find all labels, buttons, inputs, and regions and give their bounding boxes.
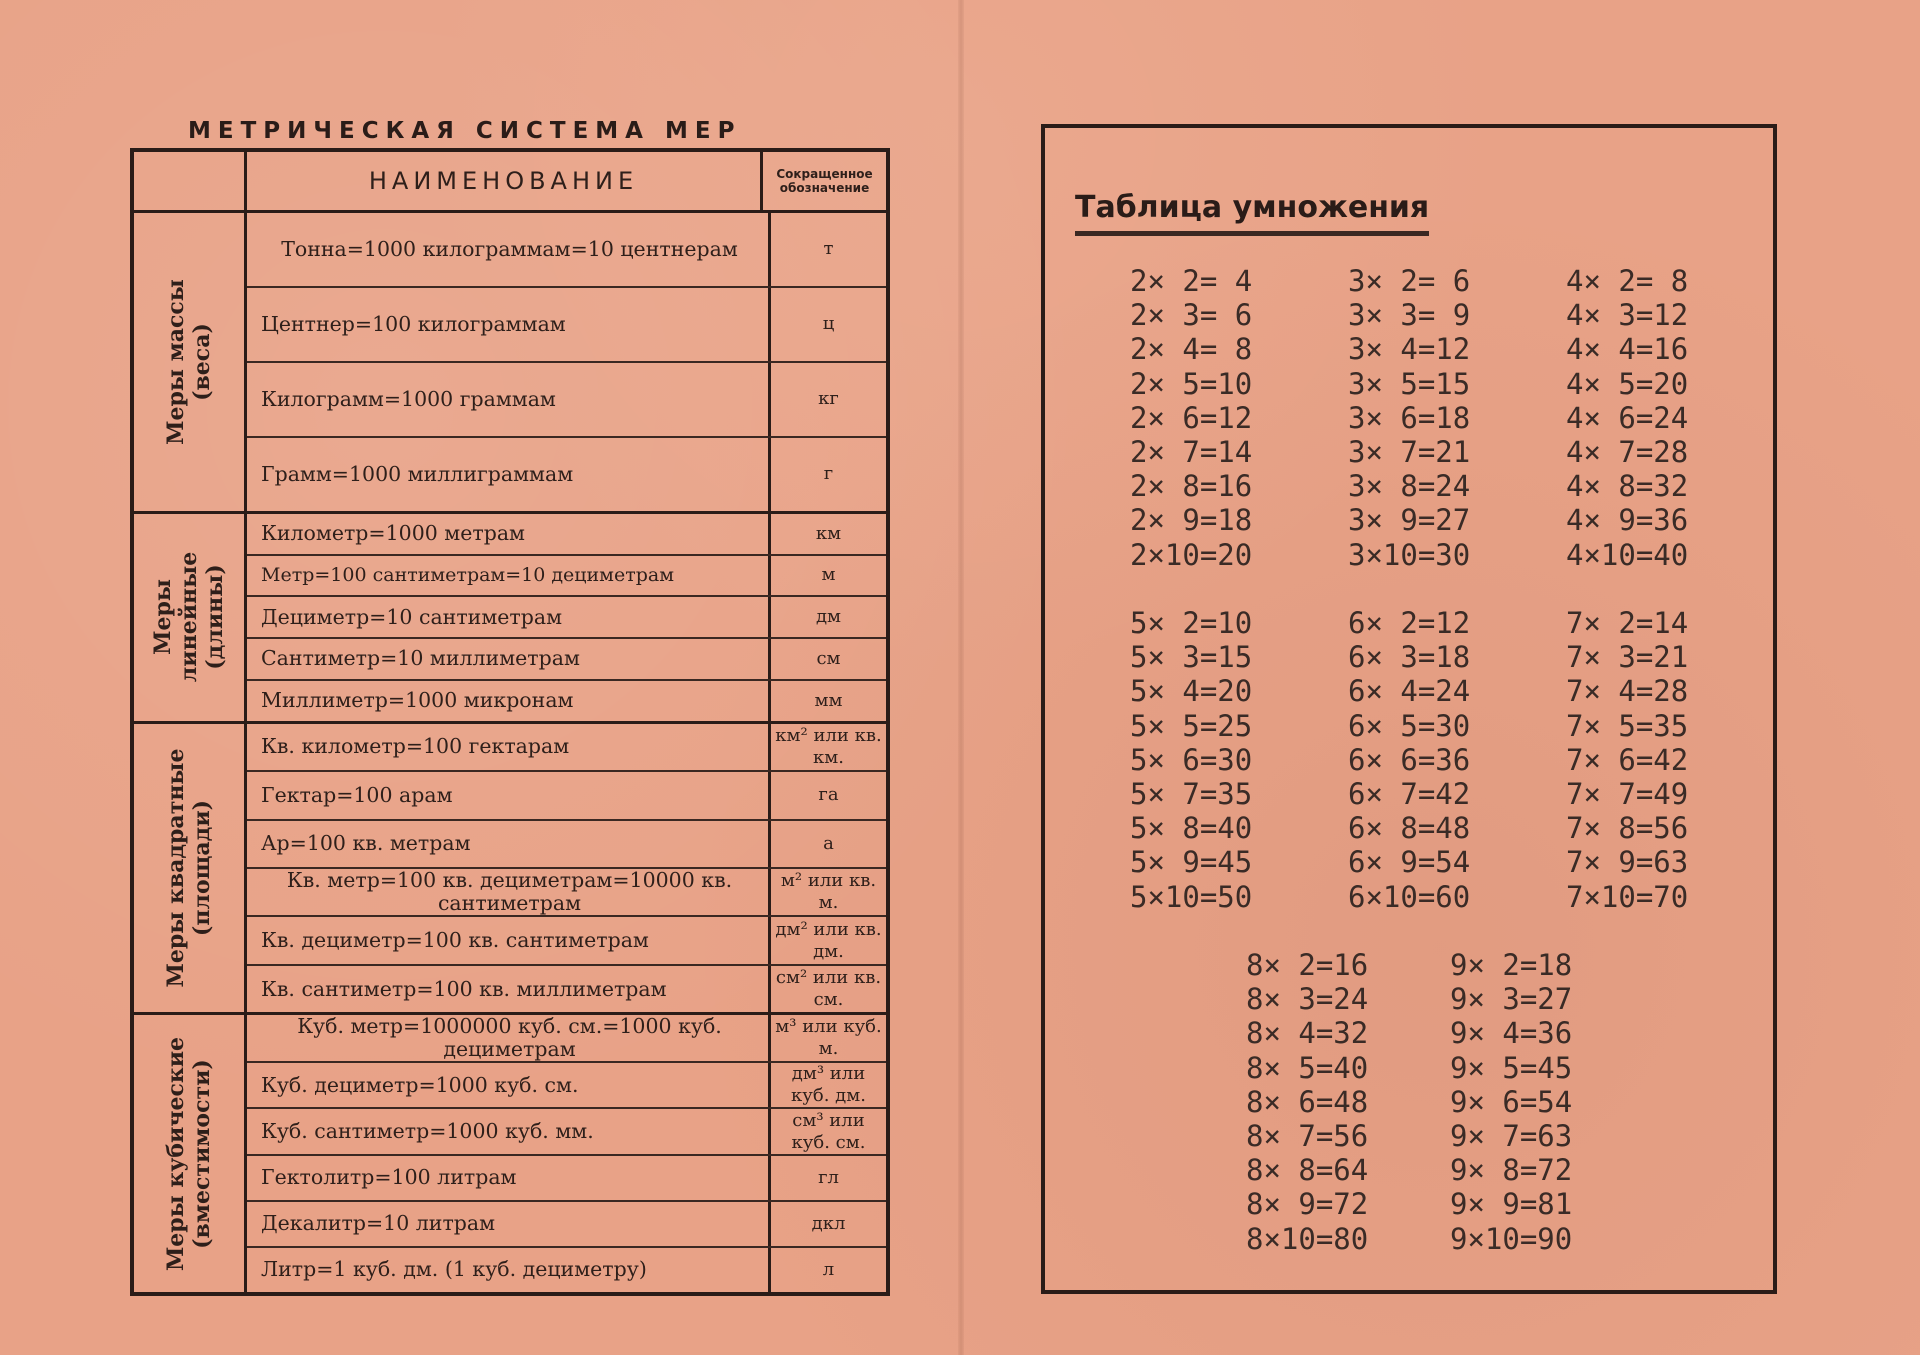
unit-name: Кв. километр=100 гектарам: [247, 724, 771, 770]
multiplication-entry: 2× 2= 4: [1130, 264, 1253, 298]
category-label: [134, 514, 247, 721]
multiplication-entry: 5× 5=25: [1130, 708, 1253, 743]
multiplication-table: [1041, 124, 1777, 1294]
multiplication-entry: 8× 2=16: [1246, 948, 1369, 982]
page-fold: [958, 0, 964, 1355]
multiplication-entry: 8× 7=56: [1246, 1119, 1369, 1154]
unit-name: Куб. метр=1000000 куб. см.=1000 куб. дециметрам: [247, 1015, 771, 1061]
unit-abbr: га: [818, 784, 839, 806]
multiplication-entry: 2× 6=12: [1130, 400, 1253, 435]
multiplication-entry: 5× 7=35: [1130, 777, 1253, 812]
multiplication-entry: 4× 6=24: [1566, 400, 1689, 435]
unit-name: Куб. дециметр=1000 куб. см.: [247, 1063, 771, 1107]
unit-abbr: дкл: [811, 1212, 846, 1234]
multiplication-entry: 7×10=70: [1566, 879, 1689, 914]
multiplication-block-2: [1130, 264, 1252, 572]
unit-name: Дециметр=10 сантиметрам: [247, 597, 771, 637]
multiplication-entry: 8× 8=64: [1246, 1153, 1369, 1188]
multiplication-entry: 5× 4=20: [1130, 674, 1253, 709]
multiplication-entry: 3×10=30: [1348, 537, 1471, 572]
category-line: (площади): [189, 799, 215, 937]
multiplication-entry: 8× 3=24: [1246, 982, 1369, 1017]
unit-abbr: м³ или куб. м.: [775, 1016, 882, 1060]
category-line: (веса): [189, 322, 215, 401]
unit-abbr: см: [816, 647, 841, 669]
multiplication-entry: 5×10=50: [1130, 879, 1253, 914]
multiplication-block-3: [1348, 264, 1470, 572]
multiplication-entry: 6× 9=54: [1348, 845, 1471, 880]
unit-name: Килограмм=1000 граммам: [247, 363, 771, 436]
metric-system-title: МЕТРИЧЕСКАЯ СИСТЕМА МЕР: [188, 118, 742, 144]
unit-abbr: л: [822, 1258, 835, 1280]
table-row: [247, 438, 886, 511]
multiplication-entry: 6× 7=42: [1348, 777, 1471, 812]
multiplication-entry: 6× 8=48: [1348, 811, 1471, 846]
table-row: [247, 1063, 886, 1109]
unit-name: Литр=1 куб. дм. (1 куб. дециметру): [247, 1248, 771, 1292]
multiplication-entry: 9× 7=63: [1450, 1119, 1573, 1154]
category-label: [134, 213, 247, 511]
multiplication-entry: 6× 5=30: [1348, 708, 1471, 743]
category-line: (длины): [202, 564, 228, 670]
multiplication-block-9: [1450, 948, 1572, 1256]
multiplication-entry: 2× 5=10: [1130, 366, 1253, 401]
unit-name: Сантиметр=10 миллиметрам: [247, 639, 771, 679]
multiplication-block-8: [1246, 948, 1368, 1256]
unit-name: Центнер=100 килограммам: [247, 288, 771, 361]
multiplication-entry: 2×10=20: [1130, 537, 1253, 572]
unit-name: Кв. метр=100 кв. дециметрам=10000 кв. сантиметрам: [247, 869, 771, 915]
unit-abbr: г: [823, 463, 834, 485]
unit-name: Гектолитр=100 литрам: [247, 1156, 771, 1200]
multiplication-entry: 8×10=80: [1246, 1221, 1369, 1256]
unit-abbr: дм² или кв. дм.: [775, 918, 882, 962]
multiplication-entry: 8× 6=48: [1246, 1084, 1369, 1119]
metric-table-header: [134, 152, 886, 213]
multiplication-entry: 7× 9=63: [1566, 845, 1689, 880]
multiplication-entry: 3× 5=15: [1348, 366, 1471, 401]
multiplication-entry: 9× 3=27: [1450, 982, 1573, 1017]
header-category-cell: [134, 152, 247, 210]
multiplication-entry: 7× 8=56: [1566, 811, 1689, 846]
multiplication-entry: 7× 6=42: [1566, 742, 1689, 777]
multiplication-entry: 6× 2=12: [1348, 606, 1471, 640]
table-row: [247, 772, 886, 820]
multiplication-block-5: [1130, 606, 1252, 914]
category-label: [134, 724, 247, 1013]
unit-name: Кв. дециметр=100 кв. сантиметрам: [247, 917, 771, 963]
unit-abbr: кг: [818, 388, 839, 410]
multiplication-entry: 4× 4=16: [1566, 332, 1689, 367]
unit-name: Ар=100 кв. метрам: [247, 821, 771, 867]
table-row: [247, 1109, 886, 1155]
header-name: НАИМЕНОВАНИЕ: [247, 152, 763, 210]
table-row: [247, 213, 886, 288]
multiplication-entry: 4×10=40: [1566, 537, 1689, 572]
multiplication-entry: 7× 3=21: [1566, 640, 1689, 675]
multiplication-entry: 5× 8=40: [1130, 811, 1253, 846]
multiplication-entry: 2× 7=14: [1130, 435, 1253, 470]
unit-abbr: км: [815, 522, 842, 544]
unit-abbr: км² или кв. км.: [775, 724, 882, 768]
multiplication-entry: 3× 2= 6: [1348, 264, 1471, 298]
multiplication-entry: 7× 5=35: [1566, 708, 1689, 743]
unit-name: Гектар=100 арам: [247, 772, 771, 818]
multiplication-entry: 3× 7=21: [1348, 435, 1471, 470]
multiplication-entry: 9× 2=18: [1450, 948, 1573, 982]
unit-name: Грамм=1000 миллиграммам: [247, 438, 771, 511]
multiplication-entry: 7× 7=49: [1566, 777, 1689, 812]
multiplication-entry: 4× 2= 8: [1566, 264, 1689, 298]
unit-abbr: дм: [815, 606, 842, 628]
multiplication-entry: 4× 7=28: [1566, 435, 1689, 470]
multiplication-block-4: [1566, 264, 1688, 572]
table-row: [247, 639, 886, 681]
unit-name: Миллиметр=1000 микронам: [247, 681, 771, 721]
multiplication-entry: 4× 8=32: [1566, 469, 1689, 504]
multiplication-entry: 9× 6=54: [1450, 1084, 1573, 1119]
unit-name: Кв. сантиметр=100 кв. миллиметрам: [247, 966, 771, 1012]
multiplication-entry: 8× 5=40: [1246, 1050, 1369, 1085]
multiplication-entry: 4× 9=36: [1566, 503, 1689, 538]
category-label: [134, 1015, 247, 1292]
table-row: [247, 288, 886, 363]
section-area: [134, 724, 886, 1016]
multiplication-entry: 5× 2=10: [1130, 606, 1253, 640]
section-mass: [134, 213, 886, 514]
multiplication-entry: 8× 9=72: [1246, 1187, 1369, 1222]
table-row: [247, 363, 886, 438]
header-abbreviation: Сокращенное обозначение: [776, 166, 873, 195]
multiplication-entry: 2× 4= 8: [1130, 332, 1253, 367]
multiplication-entry: 5× 3=15: [1130, 640, 1253, 675]
table-row: [247, 681, 886, 721]
table-row: [247, 556, 886, 598]
multiplication-entry: 9× 8=72: [1450, 1153, 1573, 1188]
multiplication-entry: 8× 4=32: [1246, 1016, 1369, 1051]
table-row: [247, 1015, 886, 1063]
unit-name: Куб. сантиметр=1000 куб. мм.: [247, 1109, 771, 1153]
multiplication-entry: 9× 4=36: [1450, 1016, 1573, 1051]
unit-abbr: м: [821, 564, 836, 586]
multiplication-entry: 6×10=60: [1348, 879, 1471, 914]
category-line: Меры: [150, 579, 176, 656]
unit-name: Километр=1000 метрам: [247, 514, 771, 554]
multiplication-entry: 3× 8=24: [1348, 469, 1471, 504]
multiplication-entry: 2× 8=16: [1130, 469, 1253, 504]
multiplication-block-7: [1566, 606, 1688, 914]
unit-abbr: а: [823, 832, 834, 854]
table-row: [247, 1156, 886, 1202]
multiplication-entry: 3× 4=12: [1348, 332, 1471, 367]
multiplication-entry: 4× 5=20: [1566, 366, 1689, 401]
metric-table: [130, 148, 890, 1296]
category-line: Меры массы: [163, 278, 189, 445]
table-row: [247, 724, 886, 772]
unit-abbr: см² или кв. см.: [775, 967, 882, 1011]
multiplication-entry: 4× 3=12: [1566, 298, 1689, 333]
table-row: [247, 821, 886, 869]
multiplication-entry: 6× 4=24: [1348, 674, 1471, 709]
unit-abbr: см³ или куб. см.: [791, 1109, 866, 1153]
unit-name: Декалитр=10 литрам: [247, 1202, 771, 1246]
category-line: Меры квадратные: [163, 748, 189, 988]
multiplication-title: Таблица умножения: [1075, 190, 1429, 236]
unit-name: Метр=100 сантиметрам=10 дециметрам: [247, 556, 771, 596]
unit-abbr: т: [823, 238, 834, 260]
unit-abbr: гл: [818, 1166, 839, 1188]
table-row: [247, 514, 886, 556]
section-volume: [134, 1015, 886, 1292]
multiplication-entry: 3× 6=18: [1348, 400, 1471, 435]
multiplication-entry: 3× 9=27: [1348, 503, 1471, 538]
category-line: линейные: [176, 552, 202, 683]
multiplication-entry: 6× 3=18: [1348, 640, 1471, 675]
multiplication-entry: 9×10=90: [1450, 1221, 1573, 1256]
multiplication-entry: 7× 2=14: [1566, 606, 1689, 640]
unit-abbr: ц: [822, 313, 835, 335]
multiplication-entry: 7× 4=28: [1566, 674, 1689, 709]
unit-abbr: м² или кв. м.: [780, 870, 877, 914]
table-row: [247, 966, 886, 1012]
table-row: [247, 917, 886, 965]
multiplication-entry: 6× 6=36: [1348, 742, 1471, 777]
multiplication-entry: 2× 3= 6: [1130, 298, 1253, 333]
multiplication-entry: 5× 9=45: [1130, 845, 1253, 880]
table-row: [247, 869, 886, 917]
multiplication-block-6: [1348, 606, 1470, 914]
table-row: [247, 1202, 886, 1248]
multiplication-entry: 5× 6=30: [1130, 742, 1253, 777]
multiplication-entry: 9× 5=45: [1450, 1050, 1573, 1085]
table-row: [247, 597, 886, 639]
unit-name: Тонна=1000 килограммам=10 центнерам: [247, 213, 771, 286]
section-length: [134, 514, 886, 724]
category-line: (вместимости): [189, 1058, 215, 1249]
multiplication-entry: 3× 3= 9: [1348, 298, 1471, 333]
table-row: [247, 1248, 886, 1292]
unit-abbr: дм³ или куб. дм.: [791, 1063, 866, 1107]
unit-abbr: мм: [814, 689, 843, 711]
category-line: Меры кубические: [163, 1036, 189, 1271]
multiplication-entry: 2× 9=18: [1130, 503, 1253, 538]
multiplication-entry: 9× 9=81: [1450, 1187, 1573, 1222]
